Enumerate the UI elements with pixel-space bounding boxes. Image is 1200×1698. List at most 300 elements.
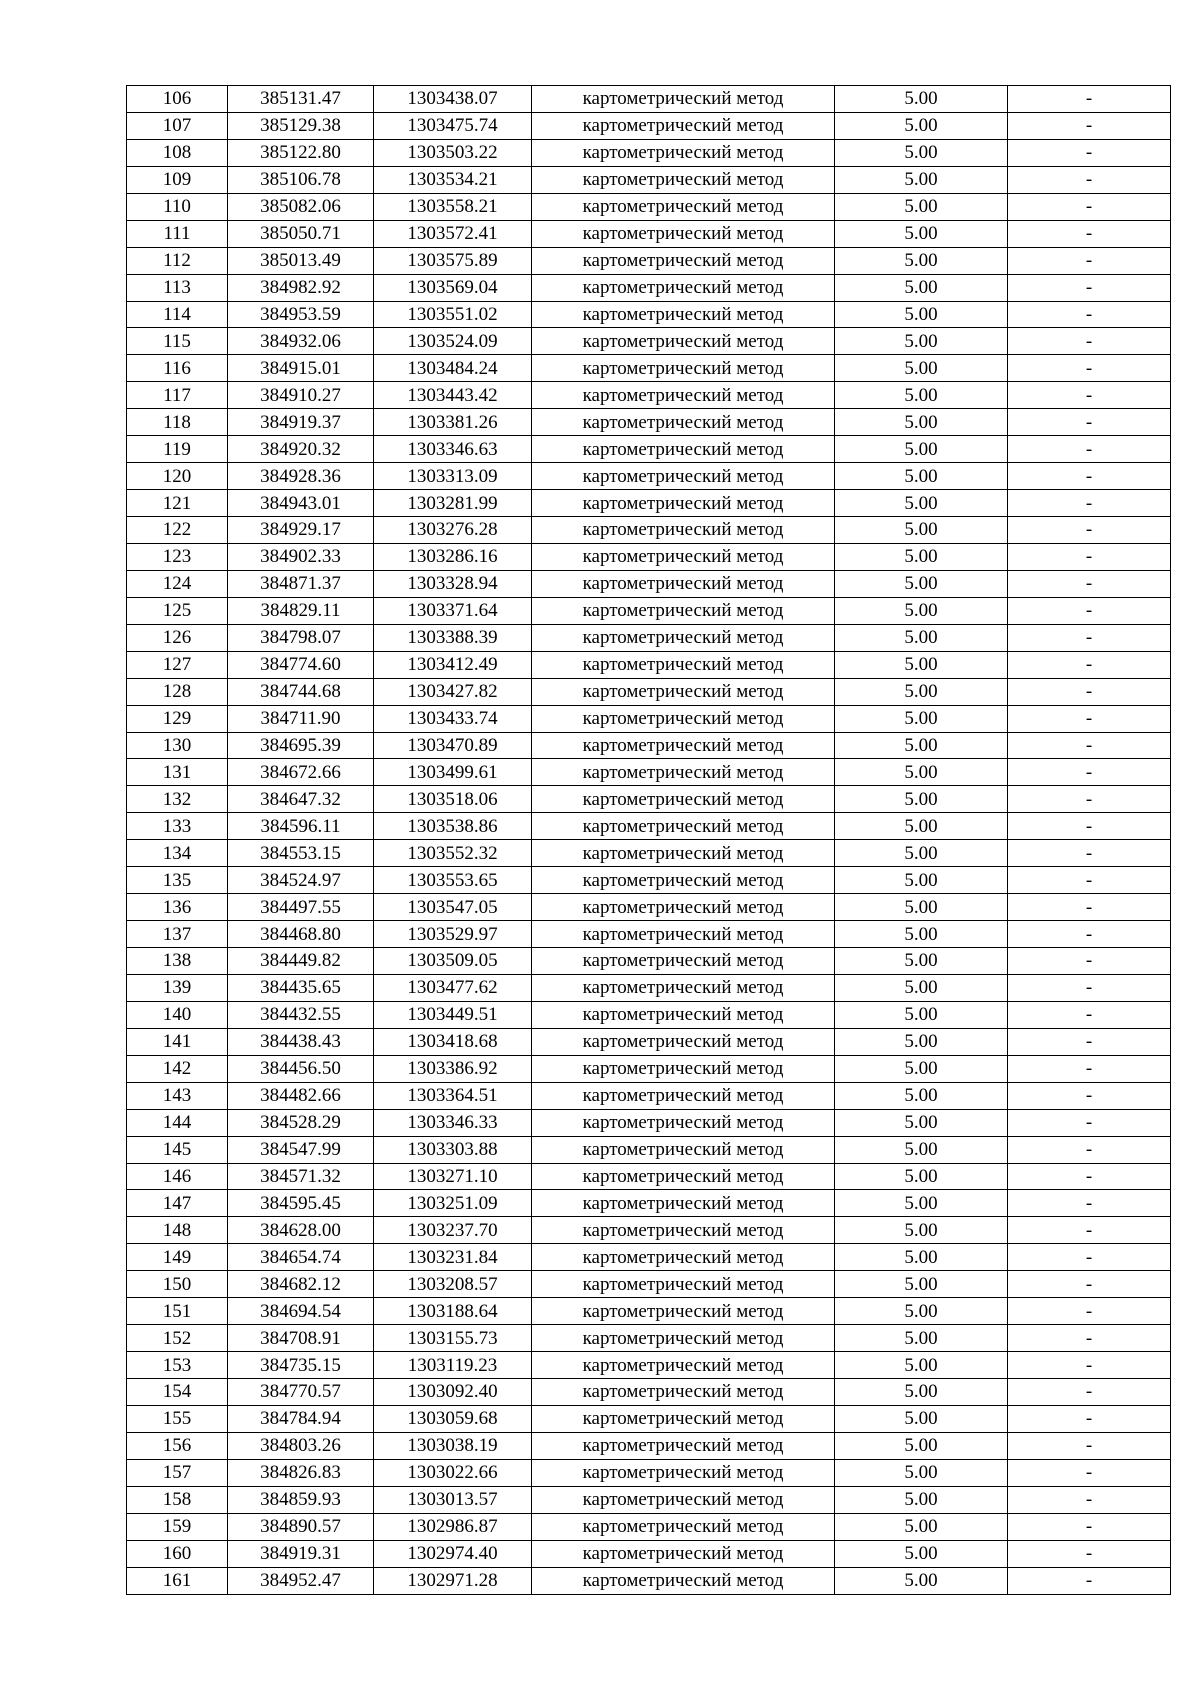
x-coordinate-cell: 384628.00: [228, 1217, 374, 1244]
x-coordinate-cell: 384943.01: [228, 490, 374, 517]
x-coordinate-cell: 385129.38: [228, 112, 374, 139]
table-row: [127, 651, 1171, 678]
method-cell: картометрический метод: [532, 1082, 835, 1109]
table-row: [127, 86, 1171, 113]
x-coordinate-cell: 384449.82: [228, 948, 374, 975]
y-coordinate-cell: 1303303.88: [374, 1136, 532, 1163]
point-number-cell: 156: [127, 1432, 228, 1459]
table-row: [127, 1486, 1171, 1513]
y-coordinate-cell: 1303328.94: [374, 570, 532, 597]
table-row: [127, 813, 1171, 840]
y-coordinate-cell: 1303572.41: [374, 220, 532, 247]
x-coordinate-cell: 384982.92: [228, 274, 374, 301]
point-number-cell: 145: [127, 1136, 228, 1163]
x-coordinate-cell: 385106.78: [228, 166, 374, 193]
note-cell: -: [1008, 1352, 1171, 1379]
accuracy-cell: 5.00: [835, 1298, 1008, 1325]
point-number-cell: 107: [127, 112, 228, 139]
method-cell: картометрический метод: [532, 1271, 835, 1298]
x-coordinate-cell: 384596.11: [228, 813, 374, 840]
x-coordinate-cell: 384798.07: [228, 624, 374, 651]
note-cell: -: [1008, 1513, 1171, 1540]
note-cell: -: [1008, 948, 1171, 975]
accuracy-cell: 5.00: [835, 193, 1008, 220]
accuracy-cell: 5.00: [835, 1567, 1008, 1594]
table-row: [127, 220, 1171, 247]
note-cell: -: [1008, 786, 1171, 813]
point-number-cell: 137: [127, 921, 228, 948]
table-row: [127, 948, 1171, 975]
table-row: [127, 139, 1171, 166]
method-cell: картометрический метод: [532, 813, 835, 840]
table-row: [127, 1082, 1171, 1109]
accuracy-cell: 5.00: [835, 1459, 1008, 1486]
x-coordinate-cell: 384468.80: [228, 921, 374, 948]
point-number-cell: 142: [127, 1055, 228, 1082]
table-row: [127, 678, 1171, 705]
note-cell: -: [1008, 1136, 1171, 1163]
x-coordinate-cell: 384910.27: [228, 382, 374, 409]
note-cell: -: [1008, 1190, 1171, 1217]
y-coordinate-cell: 1302974.40: [374, 1540, 532, 1567]
table-row: [127, 1405, 1171, 1432]
method-cell: картометрический метод: [532, 624, 835, 651]
y-coordinate-cell: 1303552.32: [374, 840, 532, 867]
note-cell: -: [1008, 894, 1171, 921]
method-cell: картометрический метод: [532, 786, 835, 813]
note-cell: -: [1008, 247, 1171, 274]
table-row: [127, 1109, 1171, 1136]
note-cell: -: [1008, 813, 1171, 840]
y-coordinate-cell: 1303276.28: [374, 517, 532, 544]
x-coordinate-cell: 384784.94: [228, 1405, 374, 1432]
table-row: [127, 1136, 1171, 1163]
accuracy-cell: 5.00: [835, 1405, 1008, 1432]
point-number-cell: 150: [127, 1271, 228, 1298]
accuracy-cell: 5.00: [835, 867, 1008, 894]
method-cell: картометрический метод: [532, 301, 835, 328]
accuracy-cell: 5.00: [835, 1379, 1008, 1406]
table-row: [127, 786, 1171, 813]
method-cell: картометрический метод: [532, 732, 835, 759]
point-number-cell: 109: [127, 166, 228, 193]
x-coordinate-cell: 384553.15: [228, 840, 374, 867]
point-number-cell: 108: [127, 139, 228, 166]
y-coordinate-cell: 1303286.16: [374, 543, 532, 570]
table-row: [127, 1352, 1171, 1379]
accuracy-cell: 5.00: [835, 274, 1008, 301]
y-coordinate-cell: 1303575.89: [374, 247, 532, 274]
y-coordinate-cell: 1303364.51: [374, 1082, 532, 1109]
method-cell: картометрический метод: [532, 1298, 835, 1325]
method-cell: картометрический метод: [532, 948, 835, 975]
method-cell: картометрический метод: [532, 1513, 835, 1540]
point-number-cell: 113: [127, 274, 228, 301]
method-cell: картометрический метод: [532, 1136, 835, 1163]
note-cell: -: [1008, 1055, 1171, 1082]
method-cell: картометрический метод: [532, 543, 835, 570]
table-row: [127, 382, 1171, 409]
accuracy-cell: 5.00: [835, 921, 1008, 948]
table-row: [127, 193, 1171, 220]
x-coordinate-cell: 384952.47: [228, 1567, 374, 1594]
accuracy-cell: 5.00: [835, 490, 1008, 517]
table-row: [127, 1379, 1171, 1406]
note-cell: -: [1008, 193, 1171, 220]
y-coordinate-cell: 1303388.39: [374, 624, 532, 651]
point-number-cell: 122: [127, 517, 228, 544]
y-coordinate-cell: 1303386.92: [374, 1055, 532, 1082]
accuracy-cell: 5.00: [835, 1432, 1008, 1459]
y-coordinate-cell: 1303553.65: [374, 867, 532, 894]
table-row: [127, 1298, 1171, 1325]
table-row: [127, 1001, 1171, 1028]
table-row: [127, 543, 1171, 570]
point-number-cell: 155: [127, 1405, 228, 1432]
y-coordinate-cell: 1303281.99: [374, 490, 532, 517]
y-coordinate-cell: 1303547.05: [374, 894, 532, 921]
note-cell: -: [1008, 678, 1171, 705]
y-coordinate-cell: 1302971.28: [374, 1567, 532, 1594]
note-cell: -: [1008, 1379, 1171, 1406]
note-cell: -: [1008, 1001, 1171, 1028]
note-cell: -: [1008, 921, 1171, 948]
accuracy-cell: 5.00: [835, 570, 1008, 597]
y-coordinate-cell: 1303371.64: [374, 597, 532, 624]
point-number-cell: 138: [127, 948, 228, 975]
note-cell: -: [1008, 1082, 1171, 1109]
point-number-cell: 159: [127, 1513, 228, 1540]
table-row: [127, 624, 1171, 651]
accuracy-cell: 5.00: [835, 1109, 1008, 1136]
method-cell: картометрический метод: [532, 867, 835, 894]
point-number-cell: 134: [127, 840, 228, 867]
x-coordinate-cell: 384932.06: [228, 328, 374, 355]
note-cell: -: [1008, 867, 1171, 894]
accuracy-cell: 5.00: [835, 1163, 1008, 1190]
y-coordinate-cell: 1303503.22: [374, 139, 532, 166]
accuracy-cell: 5.00: [835, 436, 1008, 463]
y-coordinate-cell: 1303475.74: [374, 112, 532, 139]
x-coordinate-cell: 384524.97: [228, 867, 374, 894]
x-coordinate-cell: 384929.17: [228, 517, 374, 544]
note-cell: -: [1008, 220, 1171, 247]
table-row: [127, 1163, 1171, 1190]
table-row: [127, 1513, 1171, 1540]
method-cell: картометрический метод: [532, 86, 835, 113]
x-coordinate-cell: 384871.37: [228, 570, 374, 597]
accuracy-cell: 5.00: [835, 247, 1008, 274]
table-row: [127, 328, 1171, 355]
method-cell: картометрический метод: [532, 463, 835, 490]
note-cell: -: [1008, 490, 1171, 517]
accuracy-cell: 5.00: [835, 166, 1008, 193]
point-number-cell: 160: [127, 1540, 228, 1567]
note-cell: -: [1008, 355, 1171, 382]
point-number-cell: 111: [127, 220, 228, 247]
point-number-cell: 117: [127, 382, 228, 409]
y-coordinate-cell: 1303524.09: [374, 328, 532, 355]
x-coordinate-cell: 384682.12: [228, 1271, 374, 1298]
note-cell: -: [1008, 463, 1171, 490]
accuracy-cell: 5.00: [835, 1486, 1008, 1513]
x-coordinate-cell: 384571.32: [228, 1163, 374, 1190]
method-cell: картометрический метод: [532, 247, 835, 274]
table-row: [127, 1567, 1171, 1594]
method-cell: картометрический метод: [532, 1405, 835, 1432]
table-row: [127, 1244, 1171, 1271]
note-cell: -: [1008, 705, 1171, 732]
method-cell: картометрический метод: [532, 1567, 835, 1594]
point-number-cell: 114: [127, 301, 228, 328]
method-cell: картометрический метод: [532, 1244, 835, 1271]
y-coordinate-cell: 1303237.70: [374, 1217, 532, 1244]
point-number-cell: 151: [127, 1298, 228, 1325]
accuracy-cell: 5.00: [835, 139, 1008, 166]
x-coordinate-cell: 384711.90: [228, 705, 374, 732]
point-number-cell: 141: [127, 1028, 228, 1055]
method-cell: картометрический метод: [532, 409, 835, 436]
table-row: [127, 463, 1171, 490]
x-coordinate-cell: 384919.31: [228, 1540, 374, 1567]
method-cell: картометрический метод: [532, 517, 835, 544]
point-number-cell: 127: [127, 651, 228, 678]
accuracy-cell: 5.00: [835, 1352, 1008, 1379]
y-coordinate-cell: 1303529.97: [374, 921, 532, 948]
note-cell: -: [1008, 759, 1171, 786]
note-cell: -: [1008, 382, 1171, 409]
method-cell: картометрический метод: [532, 355, 835, 382]
accuracy-cell: 5.00: [835, 1136, 1008, 1163]
method-cell: картометрический метод: [532, 328, 835, 355]
x-coordinate-cell: 384435.65: [228, 974, 374, 1001]
point-number-cell: 116: [127, 355, 228, 382]
table-row: [127, 705, 1171, 732]
x-coordinate-cell: 384528.29: [228, 1109, 374, 1136]
table-row: [127, 112, 1171, 139]
y-coordinate-cell: 1303509.05: [374, 948, 532, 975]
x-coordinate-cell: 385050.71: [228, 220, 374, 247]
table-row: [127, 301, 1171, 328]
note-cell: -: [1008, 543, 1171, 570]
note-cell: -: [1008, 1325, 1171, 1352]
method-cell: картометрический метод: [532, 974, 835, 1001]
x-coordinate-cell: 384803.26: [228, 1432, 374, 1459]
y-coordinate-cell: 1303231.84: [374, 1244, 532, 1271]
accuracy-cell: 5.00: [835, 328, 1008, 355]
point-number-cell: 120: [127, 463, 228, 490]
point-number-cell: 144: [127, 1109, 228, 1136]
point-number-cell: 125: [127, 597, 228, 624]
accuracy-cell: 5.00: [835, 1325, 1008, 1352]
accuracy-cell: 5.00: [835, 786, 1008, 813]
y-coordinate-cell: 1303438.07: [374, 86, 532, 113]
table-row: [127, 436, 1171, 463]
note-cell: -: [1008, 1244, 1171, 1271]
note-cell: -: [1008, 328, 1171, 355]
y-coordinate-cell: 1303538.86: [374, 813, 532, 840]
accuracy-cell: 5.00: [835, 543, 1008, 570]
accuracy-cell: 5.00: [835, 759, 1008, 786]
x-coordinate-cell: 385013.49: [228, 247, 374, 274]
table-row: [127, 355, 1171, 382]
point-number-cell: 153: [127, 1352, 228, 1379]
x-coordinate-cell: 384890.57: [228, 1513, 374, 1540]
note-cell: -: [1008, 840, 1171, 867]
point-number-cell: 115: [127, 328, 228, 355]
note-cell: -: [1008, 1459, 1171, 1486]
note-cell: -: [1008, 1217, 1171, 1244]
method-cell: картометрический метод: [532, 166, 835, 193]
method-cell: картометрический метод: [532, 1325, 835, 1352]
note-cell: -: [1008, 1405, 1171, 1432]
table-row: [127, 1028, 1171, 1055]
accuracy-cell: 5.00: [835, 624, 1008, 651]
table-row: [127, 1459, 1171, 1486]
table-row: [127, 490, 1171, 517]
x-coordinate-cell: 384432.55: [228, 1001, 374, 1028]
y-coordinate-cell: 1303092.40: [374, 1379, 532, 1406]
method-cell: картометрический метод: [532, 274, 835, 301]
note-cell: -: [1008, 517, 1171, 544]
x-coordinate-cell: 384595.45: [228, 1190, 374, 1217]
y-coordinate-cell: 1303251.09: [374, 1190, 532, 1217]
method-cell: картометрический метод: [532, 705, 835, 732]
y-coordinate-cell: 1303119.23: [374, 1352, 532, 1379]
point-number-cell: 118: [127, 409, 228, 436]
point-number-cell: 106: [127, 86, 228, 113]
table-row: [127, 894, 1171, 921]
accuracy-cell: 5.00: [835, 1055, 1008, 1082]
x-coordinate-cell: 384497.55: [228, 894, 374, 921]
accuracy-cell: 5.00: [835, 894, 1008, 921]
point-number-cell: 121: [127, 490, 228, 517]
point-number-cell: 136: [127, 894, 228, 921]
y-coordinate-cell: 1303427.82: [374, 678, 532, 705]
accuracy-cell: 5.00: [835, 301, 1008, 328]
method-cell: картометрический метод: [532, 1001, 835, 1028]
point-number-cell: 143: [127, 1082, 228, 1109]
method-cell: картометрический метод: [532, 1028, 835, 1055]
x-coordinate-cell: 384829.11: [228, 597, 374, 624]
table-row: [127, 409, 1171, 436]
point-number-cell: 146: [127, 1163, 228, 1190]
x-coordinate-cell: 384547.99: [228, 1136, 374, 1163]
note-cell: -: [1008, 651, 1171, 678]
y-coordinate-cell: 1303013.57: [374, 1486, 532, 1513]
note-cell: -: [1008, 1432, 1171, 1459]
accuracy-cell: 5.00: [835, 840, 1008, 867]
y-coordinate-cell: 1303418.68: [374, 1028, 532, 1055]
y-coordinate-cell: 1303449.51: [374, 1001, 532, 1028]
note-cell: -: [1008, 1486, 1171, 1513]
table-row: [127, 1217, 1171, 1244]
accuracy-cell: 5.00: [835, 517, 1008, 544]
table-row: [127, 570, 1171, 597]
method-cell: картометрический метод: [532, 894, 835, 921]
note-cell: -: [1008, 86, 1171, 113]
x-coordinate-cell: 385131.47: [228, 86, 374, 113]
accuracy-cell: 5.00: [835, 1271, 1008, 1298]
point-number-cell: 147: [127, 1190, 228, 1217]
accuracy-cell: 5.00: [835, 1540, 1008, 1567]
y-coordinate-cell: 1303346.63: [374, 436, 532, 463]
method-cell: картометрический метод: [532, 1540, 835, 1567]
method-cell: картометрический метод: [532, 1163, 835, 1190]
note-cell: -: [1008, 139, 1171, 166]
method-cell: картометрический метод: [532, 1190, 835, 1217]
method-cell: картометрический метод: [532, 220, 835, 247]
x-coordinate-cell: 384920.32: [228, 436, 374, 463]
point-number-cell: 130: [127, 732, 228, 759]
table-row: [127, 597, 1171, 624]
accuracy-cell: 5.00: [835, 948, 1008, 975]
table-row: [127, 1055, 1171, 1082]
note-cell: -: [1008, 436, 1171, 463]
accuracy-cell: 5.00: [835, 86, 1008, 113]
method-cell: картометрический метод: [532, 1109, 835, 1136]
y-coordinate-cell: 1303208.57: [374, 1271, 532, 1298]
point-number-cell: 112: [127, 247, 228, 274]
point-number-cell: 123: [127, 543, 228, 570]
x-coordinate-cell: 385082.06: [228, 193, 374, 220]
table-row: [127, 1271, 1171, 1298]
table-row: [127, 517, 1171, 544]
method-cell: картометрический метод: [532, 597, 835, 624]
method-cell: картометрический метод: [532, 840, 835, 867]
y-coordinate-cell: 1303569.04: [374, 274, 532, 301]
table-row: [127, 840, 1171, 867]
accuracy-cell: 5.00: [835, 112, 1008, 139]
point-number-cell: 119: [127, 436, 228, 463]
table-row: [127, 867, 1171, 894]
note-cell: -: [1008, 1109, 1171, 1136]
y-coordinate-cell: 1303477.62: [374, 974, 532, 1001]
point-number-cell: 149: [127, 1244, 228, 1271]
point-number-cell: 124: [127, 570, 228, 597]
note-cell: -: [1008, 1163, 1171, 1190]
accuracy-cell: 5.00: [835, 382, 1008, 409]
y-coordinate-cell: 1303484.24: [374, 355, 532, 382]
point-number-cell: 140: [127, 1001, 228, 1028]
x-coordinate-cell: 384695.39: [228, 732, 374, 759]
accuracy-cell: 5.00: [835, 409, 1008, 436]
coordinates-table: [126, 85, 1171, 1595]
point-number-cell: 154: [127, 1379, 228, 1406]
note-cell: -: [1008, 974, 1171, 1001]
note-cell: -: [1008, 274, 1171, 301]
point-number-cell: 129: [127, 705, 228, 732]
table-row: [127, 166, 1171, 193]
method-cell: картометрический метод: [532, 1432, 835, 1459]
method-cell: картометрический метод: [532, 1055, 835, 1082]
accuracy-cell: 5.00: [835, 651, 1008, 678]
x-coordinate-cell: 384919.37: [228, 409, 374, 436]
point-number-cell: 161: [127, 1567, 228, 1594]
y-coordinate-cell: 1303518.06: [374, 786, 532, 813]
y-coordinate-cell: 1303499.61: [374, 759, 532, 786]
point-number-cell: 152: [127, 1325, 228, 1352]
y-coordinate-cell: 1303534.21: [374, 166, 532, 193]
y-coordinate-cell: 1303038.19: [374, 1432, 532, 1459]
x-coordinate-cell: 384456.50: [228, 1055, 374, 1082]
point-number-cell: 158: [127, 1486, 228, 1513]
y-coordinate-cell: 1303188.64: [374, 1298, 532, 1325]
note-cell: -: [1008, 732, 1171, 759]
method-cell: картометрический метод: [532, 382, 835, 409]
method-cell: картометрический метод: [532, 490, 835, 517]
note-cell: -: [1008, 112, 1171, 139]
